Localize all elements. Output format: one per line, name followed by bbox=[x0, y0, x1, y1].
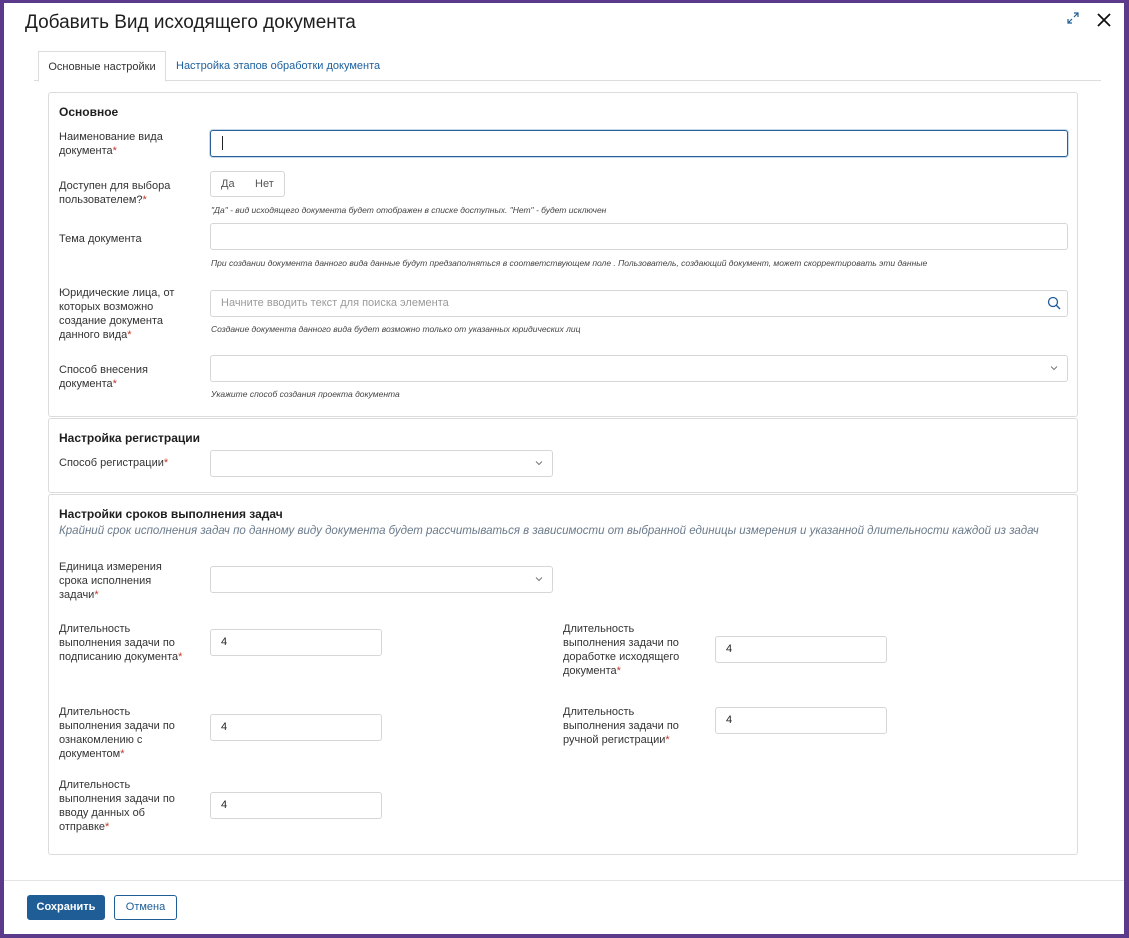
legal-hint: Создание документа данного вида будет возможно только от указанных юридических лиц bbox=[211, 324, 581, 334]
doc-name-label: Наименование вида документа* bbox=[59, 131, 163, 157]
legal-label: Юридические лица, от которых возможно создание документа данного вида* bbox=[59, 287, 175, 341]
tab-main-settings[interactable]: Основные настройки bbox=[38, 51, 166, 82]
section-registration-title: Настройка регистрации bbox=[59, 431, 201, 445]
chevron-down-icon bbox=[535, 459, 543, 467]
dialog bbox=[4, 3, 1124, 934]
section-main bbox=[48, 92, 1078, 417]
acquaint-duration-label: Длительность выполнения задачи по ознакомлению с документом* bbox=[59, 706, 175, 760]
chevron-down-icon bbox=[535, 575, 543, 583]
available-label: Доступен для выбора пользователем?* bbox=[59, 180, 171, 206]
deadlines-note: Крайний срок исполнения задач по данному виду документа будет рассчитываться в зависимости от выбранной единицы измерения и указанной длительности каждой из задач bbox=[59, 525, 1039, 537]
method-hint: Укажите способ создания проекта документа bbox=[211, 389, 400, 399]
send-duration-label: Длительность выполнения задачи по вводу данных об отправке* bbox=[59, 779, 175, 833]
close-icon[interactable] bbox=[1095, 11, 1113, 29]
manual-duration-input[interactable]: 4 bbox=[715, 707, 887, 734]
section-deadlines-title: Настройки сроков выполнения задач bbox=[59, 507, 283, 521]
unit-select[interactable] bbox=[210, 566, 553, 593]
rework-duration-label: Длительность выполнения задачи по доработке исходящего документа* bbox=[563, 623, 680, 677]
doc-name-input[interactable] bbox=[210, 130, 1068, 157]
unit-label: Единица измерения срока исполнения задачи* bbox=[59, 561, 162, 601]
text-cursor bbox=[222, 136, 223, 150]
save-button[interactable]: Сохранить bbox=[27, 895, 105, 920]
sign-duration-input[interactable]: 4 bbox=[210, 629, 382, 656]
tab-bar bbox=[34, 51, 1101, 81]
send-duration-input[interactable]: 4 bbox=[210, 792, 382, 819]
cancel-button[interactable]: Отмена bbox=[114, 895, 177, 920]
section-registration bbox=[48, 418, 1078, 493]
reg-method-select[interactable] bbox=[210, 450, 553, 477]
acquaint-duration-input[interactable]: 4 bbox=[210, 714, 382, 741]
method-select[interactable] bbox=[210, 355, 1068, 382]
reg-method-label: Способ регистрации* bbox=[59, 457, 169, 469]
search-icon[interactable] bbox=[1047, 296, 1061, 310]
expand-icon[interactable] bbox=[1066, 11, 1080, 25]
legal-search-input[interactable]: Начните вводить текст для поиска элемента bbox=[210, 290, 1068, 317]
method-label: Способ внесения документа* bbox=[59, 364, 148, 390]
tab-processing-stages[interactable]: Настройка этапов обработки документа bbox=[176, 60, 381, 72]
sign-duration-label: Длительность выполнения задачи по подписанию документа* bbox=[59, 623, 183, 663]
toggle-no[interactable]: Нет bbox=[255, 178, 274, 190]
footer-divider bbox=[4, 880, 1124, 881]
section-main-title: Основное bbox=[59, 105, 119, 119]
rework-duration-input[interactable]: 4 bbox=[715, 636, 887, 663]
manual-duration-label: Длительность выполнения задачи по ручной регистрации* bbox=[563, 706, 679, 746]
chevron-down-icon bbox=[1050, 364, 1058, 372]
toggle-yes[interactable]: Да bbox=[221, 178, 235, 190]
available-hint: "Да" - вид исходящего документа будет отображен в списке доступных. "Нет" - будет исключен bbox=[211, 205, 607, 215]
available-toggle[interactable] bbox=[210, 171, 285, 197]
dialog-title: Добавить Вид исходящего документа bbox=[25, 12, 356, 33]
topic-label: Тема документа bbox=[59, 233, 142, 245]
section-deadlines bbox=[48, 494, 1078, 855]
topic-input[interactable] bbox=[210, 223, 1068, 250]
topic-hint: При создании документа данного вида данные будут предзаполняться в соответствующем поле . Пользователь, создающий документ, может скорректировать эти данные bbox=[211, 258, 928, 268]
